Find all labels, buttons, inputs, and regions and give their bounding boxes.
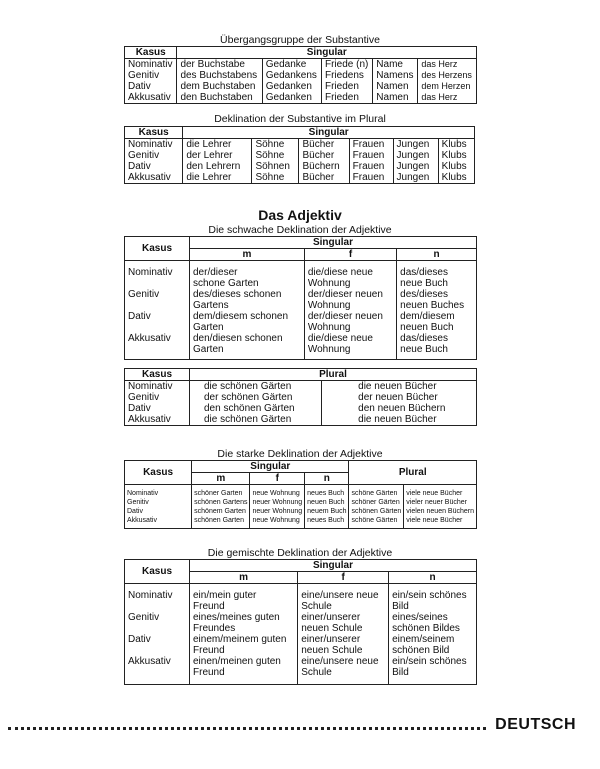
kasus-header: Kasus xyxy=(125,369,190,381)
plural-header: Plural xyxy=(190,369,477,381)
col-klubs: Klubs Klubs Klubs Klubs xyxy=(438,139,474,184)
col-n: ein/sein schönes Bild eines/seines schönen Bildes einem/seinem schönen Bild ein/sein schönes Bild xyxy=(389,584,477,685)
col-lehrer: die Lehrer der Lehrer den Lehrern die Lehrer xyxy=(183,139,252,184)
singular-header: Singular xyxy=(192,461,349,473)
col-friede: Friede (n) Friedens Frieden Frieden xyxy=(321,59,372,104)
gender-m: m xyxy=(192,473,250,485)
case-column: Nominativ Genitiv Dativ Akkusativ xyxy=(125,139,183,184)
col-buchstabe: der Buchstabe des Buchstabens dem Buchstaben den Buchstaben xyxy=(177,59,262,104)
table-plural-substantive xyxy=(124,126,475,184)
table-schwache-deklination xyxy=(124,236,477,360)
col-jungen: Jungen Jungen Jungen Jungen xyxy=(393,139,438,184)
col-m: der/dieser schone Garten des/dieses schonen Gartens dem/diesem schonen Garten den/diesen schonen Garten xyxy=(190,261,305,360)
caption-schwache-deklination: Die schwache Deklination der Adjektive xyxy=(208,224,392,236)
col-m: schöner Garten schönen Gartens schönem Garten schönen Garten xyxy=(192,485,250,529)
gender-f: f xyxy=(298,572,389,584)
col-soehne: Söhne Söhne Söhnen Söhne xyxy=(252,139,299,184)
gender-m: m xyxy=(190,572,298,584)
case-column: Nominativ Genitiv Dativ Akkusativ xyxy=(125,261,190,360)
kasus-header: Kasus xyxy=(125,47,177,59)
singular-header: Singular xyxy=(177,47,477,59)
caption-plural-substantive: Deklination der Substantive im Plural xyxy=(214,113,386,125)
col-plural-2: viele neue Bücher vieler neuer Bücher vielen neuen Büchern viele neue Bücher xyxy=(404,485,477,529)
footer-dotted-rule xyxy=(8,727,486,730)
col-m: ein/mein guter Freund eines/meines guten Freundes einem/meinem guten Freund einen/meinen guten Freund xyxy=(190,584,298,685)
kasus-header: Kasus xyxy=(125,127,183,139)
col-plural-gaerten: die schönen Gärten der schönen Gärten den schönen Gärten die schönen Gärten xyxy=(190,381,322,426)
col-f: die/diese neue Wohnung der/dieser neuen Wohnung der/dieser neuen Wohnung die/diese neue Wohnung xyxy=(304,261,396,360)
footer-label: DEUTSCH xyxy=(495,716,576,733)
table-starke-deklination xyxy=(124,460,477,529)
col-f: neue Wohnung neuer Wohnung neuer Wohnung neue Wohnung xyxy=(250,485,305,529)
col-name: Name Namens Namen Namen xyxy=(373,59,418,104)
case-column: Nominativ Genitiv Dativ Akkusativ xyxy=(125,59,177,104)
col-f: eine/unsere neue Schule einer/unserer neuen Schule einer/unserer neuen Schule eine/unsere neue Schule xyxy=(298,584,389,685)
gender-n: n xyxy=(397,249,477,261)
caption-gemischte-deklination: Die gemischte Deklination der Adjektive xyxy=(207,547,393,559)
col-gedanke: Gedanke Gedankens Gedanken Gedanken xyxy=(262,59,321,104)
col-n: neues Buch neuen Buch neuem Buch neues Buch xyxy=(305,485,349,529)
col-n: das/dieses neue Buch des/dieses neuen Buches dem/diesem neuen Buch das/dieses neue Buch xyxy=(397,261,477,360)
table-schwache-plural xyxy=(124,368,477,426)
caption-starke-deklination: Die starke Deklination der Adjektive xyxy=(217,448,383,460)
singular-header: Singular xyxy=(183,127,475,139)
col-buecher: Bücher Bücher Büchern Bücher xyxy=(299,139,349,184)
col-plural-buecher: die neuen Bücher der neuen Bücher den neuen Büchern die neuen Bücher xyxy=(322,381,477,426)
col-herz: das Herz des Herzens dem Herzen das Herz xyxy=(418,59,477,104)
gender-n: n xyxy=(389,572,477,584)
case-column: Nominativ Genitiv Dativ Akkusativ xyxy=(125,485,192,529)
gender-f: f xyxy=(250,473,305,485)
kasus-header: Kasus xyxy=(125,461,192,485)
gender-m: m xyxy=(190,249,305,261)
kasus-header: Kasus xyxy=(125,560,190,584)
case-column: Nominativ Genitiv Dativ Akkusativ xyxy=(125,584,190,685)
table-uebergangsgruppe xyxy=(124,46,477,104)
kasus-header: Kasus xyxy=(125,237,190,261)
gender-f: f xyxy=(304,249,396,261)
col-plural-1: schöne Gärten schöner Gärten schönen Gärten schöne Gärten xyxy=(349,485,404,529)
gender-n: n xyxy=(305,473,349,485)
case-column: Nominativ Genitiv Dativ Akkusativ xyxy=(125,381,190,426)
table-gemischte-deklination xyxy=(124,559,477,685)
singular-header: Singular xyxy=(190,237,477,249)
plural-header: Plural xyxy=(349,461,477,485)
col-frauen: Frauen Frauen Frauen Frauen xyxy=(349,139,393,184)
caption-uebergangsgruppe: Übergangsgruppe der Substantive xyxy=(220,34,380,46)
section-title-adjektiv: Das Adjektiv xyxy=(258,207,342,223)
singular-header: Singular xyxy=(190,560,477,572)
